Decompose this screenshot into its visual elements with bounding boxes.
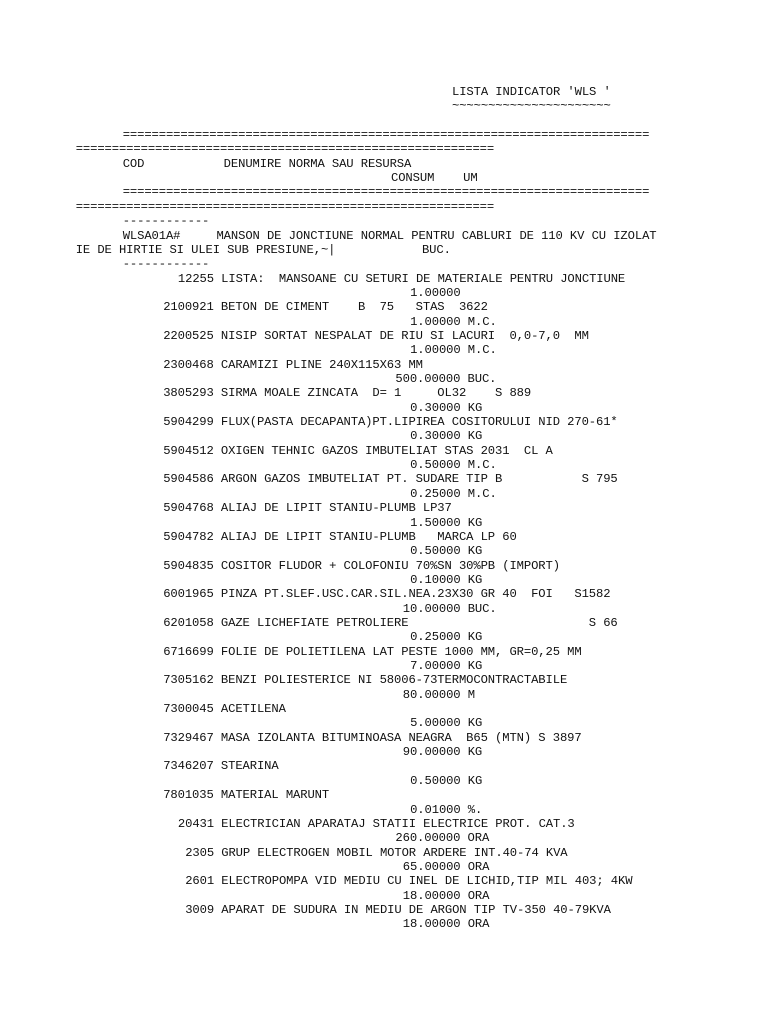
resource-consumption: 1.00000 M.C.	[410, 343, 497, 358]
norm-line-1: WLSA01A# MANSON DE JONCTIUNE NORMAL PENTRU CABLURI DE 110 KV CU IZOLAT	[122, 228, 657, 243]
resource-row: 5904835 COSITOR FLUDOR + COLOFONIU 70%SN 30%PB (IMPORT)	[163, 558, 560, 573]
separator-short-2: ------------	[122, 257, 210, 272]
resource-consumption: 1.50000 KG	[410, 515, 483, 530]
resource-row: 5904586 ARGON GAZOS IMBUTELIAT PT. SUDARE TIP B S 795	[163, 472, 618, 487]
resource-consumption: 10.00000 BUC.	[402, 601, 497, 616]
resource-row: 5904782 ALIAJ DE LIPIT STANIU-PLUMB MARCA LP 60	[163, 529, 517, 544]
separator-top-b: ==========================================================	[75, 142, 495, 157]
resource-consumption: 18.00000 ORA	[402, 888, 490, 903]
resource-consumption: 0.30000 KG	[410, 429, 483, 444]
resource-consumption: 1.00000 M.C.	[410, 314, 497, 329]
resource-consumption: 90.00000 KG	[402, 745, 483, 760]
resource-consumption: 0.50000 KG	[410, 773, 483, 788]
resource-consumption: 18.00000 ORA	[402, 917, 490, 932]
resource-consumption: 0.50000 M.C.	[410, 458, 497, 473]
separator-mid-b: ==========================================================	[75, 199, 495, 214]
resource-row: 6716699 FOLIE DE POLIETILENA LAT PESTE 1000 MM, GR=0,25 MM	[163, 644, 582, 659]
header-row-1: COD DENUMIRE NORMA SAU RESURSA	[122, 156, 412, 171]
resource-consumption: 500.00000 BUC.	[395, 372, 497, 386]
resource-consumption: 0.30000 KG	[410, 400, 483, 415]
resource-row: 2100921 BETON DE CIMENT B 75 STAS 3622	[163, 300, 488, 315]
resource-consumption: 0.25000 KG	[410, 630, 483, 645]
resource-consumption: 1.00000	[410, 285, 461, 300]
resource-row: 6201058 GAZE LICHEFIATE PETROLIERE S 66	[163, 615, 618, 630]
resource-row: 20431 ELECTRICIAN APARATAJ STATII ELECTRICE PROT. CAT.3	[177, 816, 575, 831]
resource-row: 3009 APARAT DE SUDURA IN MEDIU DE ARGON TIP TV-350 40-79KVA	[185, 902, 611, 917]
resource-consumption: 0.01000 %.	[410, 802, 483, 817]
resource-consumption: 0.25000 M.C.	[410, 486, 497, 501]
resource-consumption: 65.00000 ORA	[402, 859, 490, 874]
document-title: LISTA INDICATOR 'WLS '	[452, 85, 611, 99]
resource-consumption: 80.00000 M	[402, 687, 475, 702]
resource-row: 2200525 NISIP SORTAT NESPALAT DE RIU SI LACURI 0,0-7,0 MM	[163, 328, 589, 343]
title-underline: ~~~~~~~~~~~~~~~~~~~~~~	[452, 99, 611, 114]
separator-mid-a: =========================================================================	[122, 185, 650, 200]
resource-row: 7305162 BENZI POLIESTERICE NI 58006-73TERMOCONTRACTABILE	[163, 673, 568, 688]
resource-row: 2300468 CARAMIZI PLINE 240X115X63 MM	[163, 357, 423, 372]
resource-row: 3805293 SIRMA MOALE ZINCATA D= 1 OL32 S 889	[163, 386, 532, 401]
separator-top-a: =========================================================================	[122, 128, 650, 143]
resource-consumption: 260.00000 ORA	[395, 831, 490, 846]
resource-row: 5904768 ALIAJ DE LIPIT STANIU-PLUMB LP37	[163, 501, 452, 516]
resource-consumption: 7.00000 KG	[410, 659, 483, 673]
separator-short-1: ------------	[122, 214, 210, 229]
norm-line-2: IE DE HIRTIE SI ULEI SUB PRESIUNE,~| BUC.	[75, 242, 451, 257]
resource-row: 12255 LISTA: MANSOANE CU SETURI DE MATERIALE PENTRU JONCTIUNE	[177, 271, 626, 286]
resource-row: 7801035 MATERIAL MARUNT	[163, 788, 330, 803]
resource-row: 7329467 MASA IZOLANTA BITUMINOASA NEAGRA B65 (MTN) S 3897	[163, 730, 582, 745]
resource-consumption: 0.10000 KG	[410, 572, 483, 587]
resource-row: 6001965 PINZA PT.SLEF.USC.CAR.SIL.NEA.23X30 GR 40 FOI S1582	[163, 587, 611, 602]
resource-row: 5904512 OXIGEN TEHNIC GAZOS IMBUTELIAT STAS 2031 CL A	[163, 443, 553, 458]
resource-consumption: 0.50000 KG	[410, 544, 483, 559]
header-row-2: CONSUM UM	[391, 171, 478, 186]
resource-row: 7346207 STEARINA	[163, 759, 279, 774]
resource-row: 5904299 FLUX(PASTA DECAPANTA)PT.LIPIREA COSITORULUI NID 270-61*	[163, 415, 618, 430]
resource-row: 2305 GRUP ELECTROGEN MOBIL MOTOR ARDERE INT.40-74 KVA	[185, 845, 568, 860]
resource-consumption: 5.00000 KG	[410, 716, 483, 731]
resource-row: 7300045 ACETILENA	[163, 702, 286, 716]
resource-row: 2601 ELECTROPOMPA VID MEDIU CU INEL DE LICHID,TIP MIL 403; 4KW	[185, 874, 633, 889]
